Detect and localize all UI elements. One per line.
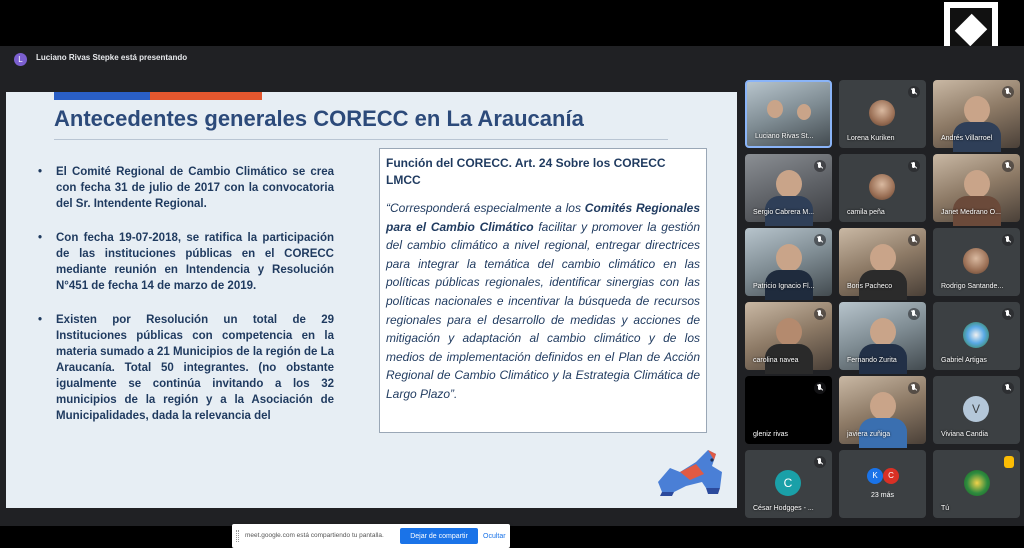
quote-rest: facilitar y promover la gestión del cambio climático a nivel regional, entregar directrices para integrar la temática del cambio climático en las políticas públicas regionales, identificar sinergias con las políticas nacionales e incentivar la búsqueda de recursos regionales para el desarrollo de medidas y acciones de mitigación y adaptación al cambio climático y de los medios de implementación definidos en el Plan de Acción Regional de Cambio Climático y la Estrategia Climática de Largo Plazo”. [386, 219, 701, 401]
participant-tile[interactable] [745, 376, 832, 444]
participant-tile[interactable] [839, 228, 926, 296]
participant-name: Tú [941, 505, 950, 512]
hide-notice-button[interactable]: Ocultar [483, 528, 506, 544]
participant-name: carolina navea [753, 357, 799, 364]
mic-muted-icon [908, 160, 920, 172]
participant-name: gleniz rivas [753, 431, 789, 438]
participant-video-person [870, 244, 896, 272]
participant-name: Janet Medrano O... [941, 209, 1001, 216]
participant-name: Rodrigo Santande... [941, 283, 1004, 290]
participant-name: javiera zuñiga [847, 431, 891, 438]
participant-name: Sergio Cabrera M... [753, 209, 815, 216]
mic-muted-icon [1002, 382, 1014, 394]
participant-tile[interactable] [839, 376, 926, 444]
presenter-bar [0, 46, 1024, 72]
participant-tile[interactable] [933, 80, 1020, 148]
more-participants-tile[interactable] [839, 450, 926, 518]
share-notice-text: meet.google.com está compartiendo tu pantalla. [245, 532, 384, 539]
slide-accent-red [150, 92, 262, 100]
mic-muted-icon [1002, 234, 1014, 246]
mic-muted-icon [814, 456, 826, 468]
slide-title: Antecedentes generales CORECC en La Araucanía [54, 106, 584, 131]
participant-tile[interactable] [745, 80, 832, 148]
quote-title: Función del CORECC. Art. 24 Sobre los CORECC LMCC [386, 156, 666, 187]
participant-tile[interactable] [745, 154, 832, 222]
mic-muted-icon [814, 234, 826, 246]
participant-avatar [869, 100, 895, 126]
quote-open: “Corresponderá especialmente a los [386, 201, 585, 215]
participant-avatar [963, 322, 989, 348]
participant-video-person [776, 244, 802, 272]
participant-video-person [964, 96, 990, 124]
participant-avatar: C [883, 468, 899, 484]
participant-tile[interactable] [745, 302, 832, 370]
participant-video-person [870, 318, 896, 346]
participant-tile[interactable] [933, 376, 1020, 444]
mic-muted-icon [814, 308, 826, 320]
mic-muted-icon [1002, 160, 1014, 172]
bullet-item: • El Comité Regional de Cambio Climático se crea con fecha 31 de julio de 2017 con la convocatoria del Sr. Intendente Regional. [36, 164, 334, 212]
quote-bold: Comités Regionales para el Cambio Climático [386, 201, 700, 234]
mic-muted-icon [908, 382, 920, 394]
participant-name: Fernando Zurita [847, 357, 897, 364]
bullet-item: • Existen por Resolución un total de 29 Instituciones públicas con competencia en la materia sumado a 21 Municipios de la región de La Araucanía. Total 50 integrantes. (no obstante igualmente se continúa invitando a los 32 municipios de la región y a la Asociación de Municipalidades, dada la relevancia del [36, 312, 334, 424]
slide-accent-blue [54, 92, 150, 100]
participant-video-person [767, 100, 783, 118]
participant-video-person [964, 170, 990, 198]
mic-muted-icon [814, 160, 826, 172]
corecc-function-box [379, 148, 707, 433]
mic-muted-icon [1002, 308, 1014, 320]
participant-grid [742, 72, 1024, 526]
mic-muted-icon [908, 86, 920, 98]
participant-avatar [869, 174, 895, 200]
mic-muted-icon [908, 234, 920, 246]
participant-avatar: K [867, 468, 883, 484]
participant-name: César Hodgges - ... [753, 505, 814, 512]
mic-muted-icon [1002, 86, 1014, 98]
presenter-text: Luciano Rivas Stepke está presentando [36, 53, 188, 62]
participant-name: Gabriel Artigas [941, 357, 987, 364]
self-tile[interactable] [933, 450, 1020, 518]
participant-avatar [963, 248, 989, 274]
raise-hand-icon [1004, 456, 1014, 468]
bullet-item: • Con fecha 19-07-2018, se ratifica la participación de las instituciones públicas en el CORECC mediante reunión en Intendencia y Resolución N°451 de fecha 14 de marzo de 2019. [36, 230, 334, 294]
stop-sharing-button[interactable]: Dejar de compartir [400, 528, 478, 544]
presenter-avatar: L [14, 53, 27, 66]
slide-bullets [36, 164, 334, 442]
top-band [0, 0, 1024, 44]
participant-tile[interactable] [745, 228, 832, 296]
participant-tile[interactable] [839, 80, 926, 148]
participant-tile[interactable] [839, 302, 926, 370]
mic-muted-icon [814, 382, 826, 394]
slide-divider [54, 139, 668, 140]
self-avatar [964, 470, 990, 496]
participant-tile[interactable] [933, 228, 1020, 296]
shared-slide [6, 92, 737, 508]
participant-name: Boris Pacheco [847, 283, 893, 290]
screen-share-notice [232, 524, 510, 548]
participant-avatar: V [963, 396, 989, 422]
participant-video-person [797, 104, 811, 120]
quote-body [386, 199, 700, 404]
participant-avatar: C [775, 470, 801, 496]
mascot-dog-icon [650, 442, 730, 498]
participant-tile[interactable] [933, 154, 1020, 222]
participant-name: Andrés Villarroel [941, 135, 993, 142]
mic-muted-icon [908, 308, 920, 320]
drag-handle-icon[interactable] [236, 530, 239, 542]
participant-name: Lorena Kuriken [847, 135, 895, 142]
participant-tile[interactable] [839, 154, 926, 222]
participant-name: Viviana Candia [941, 431, 988, 438]
participant-video-person [776, 170, 802, 198]
more-participants-count: 23 más [871, 492, 894, 499]
participant-tile[interactable] [745, 450, 832, 518]
presentation-stage [0, 72, 742, 540]
participant-name: camila peña [847, 209, 885, 216]
participant-tile[interactable] [933, 302, 1020, 370]
participant-video-person [776, 318, 802, 346]
participant-name: Patricio Ignacio Fl... [753, 283, 815, 290]
participant-name: Luciano Rivas St... [755, 133, 814, 140]
participant-video-person [870, 392, 896, 420]
